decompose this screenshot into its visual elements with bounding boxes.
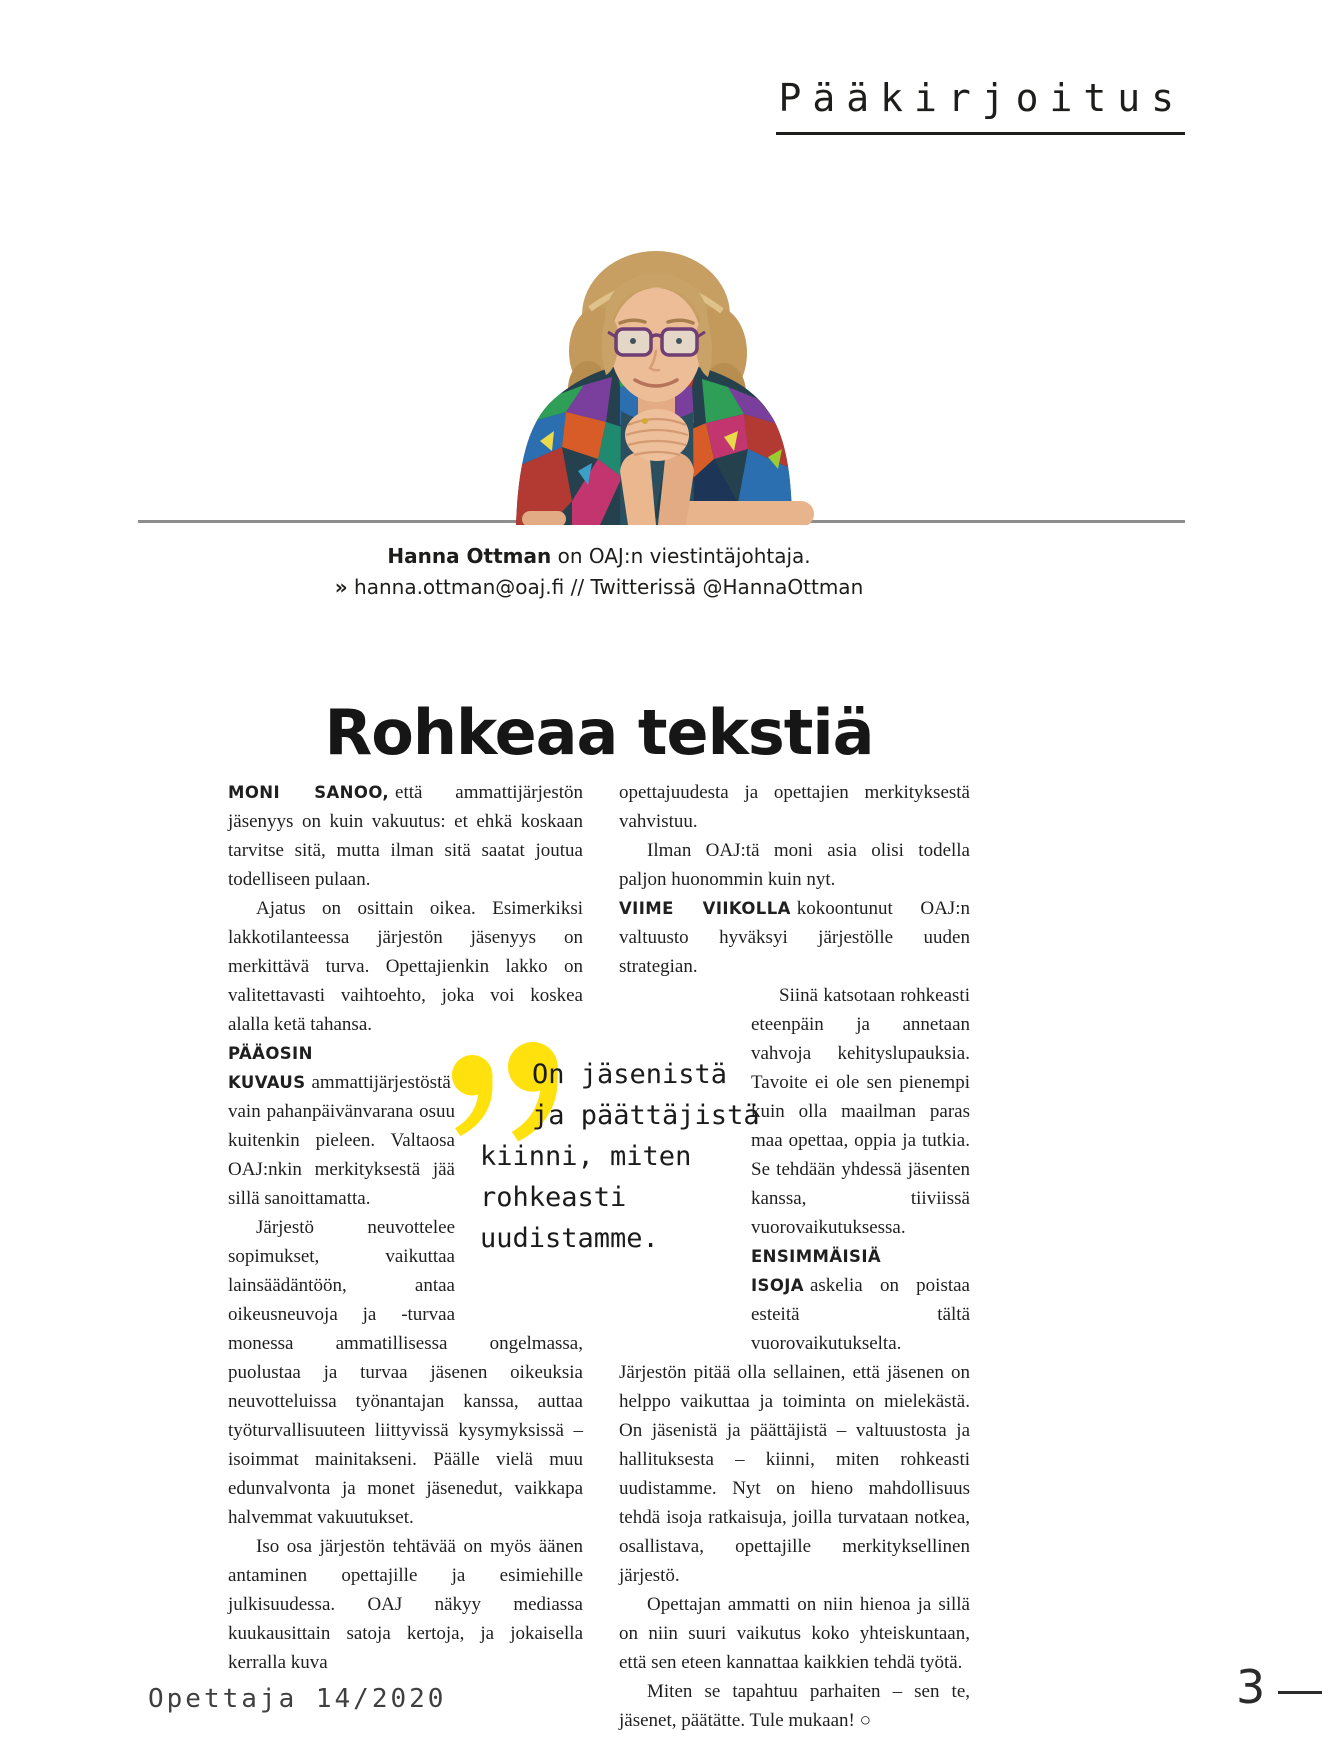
paragraph-text: Iso osa järjestön tehtävää on myös äänen antaminen opettajille ja esimiehille julkisuudessa. OAJ näkyy mediassa kuukausittain satoja kertoja, ja jokaisella kerralla kuva bbox=[228, 1536, 583, 1673]
paragraph-text: kokoontunut OAJ:n valtuusto hyväksyi järjestölle uuden strategian. bbox=[619, 898, 970, 977]
paragraph bbox=[228, 1532, 583, 1677]
article-title: Rohkeaa tekstiä bbox=[324, 695, 874, 769]
pullquote-line: On jäsenistä bbox=[532, 1059, 728, 1090]
byline-name: Hanna Ottman bbox=[387, 544, 552, 568]
paragraph bbox=[619, 1590, 970, 1677]
lead-in: MONI SANOO, bbox=[228, 783, 390, 802]
page-number-rule bbox=[1278, 1691, 1322, 1694]
lead-in: PÄÄOSIN KUVAUS bbox=[228, 1044, 313, 1092]
paragraph-text: että ammattijärjestön jäsenyys on kuin vakuutus: et ehkä koskaan tarvitse sitä, mutta ilman sitä saatat joutua todelliseen pulaan. bbox=[228, 782, 583, 890]
paragraph-text: Opettajan ammatti on niin hienoa ja sillä on niin suuri vaikutus koko yhteiskuntaan, että sen eteen kannattaa kaikkien tehdä työtä. bbox=[619, 1594, 970, 1673]
portrait-photo bbox=[470, 219, 830, 525]
paragraph-text: Järjestö neuvottelee sopimukset, vaikuttaa lainsäädäntöön, antaa oikeusneuvoja ja -turvaa monessa ammatillisessa ongelmassa, puolustaa ja turvaa jäsenen oikeuksia neuvotteluissa työnantajan kanssa, auttaa työturvallisuuteen liittyvissä kysymyksissä – isoimmat mainitakseni. Päälle vielä muu edunvalvonta ja monet jäsenedut, vaikkapa halvemmat vakuutukset. bbox=[228, 1217, 583, 1528]
byline-role: on OAJ:n viestintäjohtaja. bbox=[557, 544, 811, 568]
paragraph bbox=[619, 894, 970, 981]
pullquote-text bbox=[480, 1038, 772, 1259]
byline bbox=[228, 541, 970, 603]
paragraph-text: Ajatus on osittain oikea. Esimerkiksi lakkotilanteessa järjestön jäsenyys on merkittävä turva. Opettajienkin lakko on valitettavasti vaihtoehto, joka voi koskea alalla ketä tahansa. bbox=[228, 898, 583, 1035]
paragraph-text: Siinä katsotaan rohkeasti eteenpäin ja annetaan vahvoja kehityslupauksia. Tavoite ei ole sen pienempi kuin olla maailman paras maa opettaa, oppia ja tutkia. Se tehdään yhdessä jäsenten kanssa, tiiviissä vuorovaikutuksessa. bbox=[751, 985, 970, 1238]
pullquote-line: ja päättäjistä bbox=[532, 1100, 760, 1131]
paragraph bbox=[228, 778, 583, 894]
byline-contact-line bbox=[228, 572, 970, 603]
lead-in: VIIME VIIKOLLA bbox=[619, 899, 791, 918]
paragraph-text: askelia on poistaa esteitä tältä vuorovaikutukselta. Järjestön pitää olla sellainen, että jäsenen on helppo vaikuttaa ja toiminta on mielekästä. On jäsenistä ja päättäjistä – valtuustosta ja hallituksesta – kiinni, miten rohkeasti uudistamme. Nyt on hieno mahdollisuus tehdä isoja ratkaisuja, joilla turvataan notkea, osallistava, opettajille merkityksellinen järjestö. bbox=[619, 1275, 970, 1586]
contact-marker: » bbox=[334, 575, 348, 599]
pullquote-line: uudistamme. bbox=[480, 1223, 659, 1254]
footer-issue: Opettaja 14/2020 bbox=[148, 1684, 447, 1714]
pullquote-line: kiinni, miten bbox=[480, 1141, 692, 1172]
section-label: Pääkirjoitus bbox=[776, 76, 1185, 135]
paragraph bbox=[228, 894, 583, 1039]
paragraph-text: Miten se tapahtuu parhaiten – sen te, jäsenet, päätätte. Tule mukaan! ○ bbox=[619, 1681, 970, 1731]
contact-text: hanna.ottman@oaj.fi // Twitterissä @HannaOttman bbox=[354, 575, 864, 599]
paragraph-text: opettajuudesta ja opettajien merkityksestä vahvistuu. bbox=[619, 782, 970, 832]
byline-role-line bbox=[228, 541, 970, 572]
page-number: 3 bbox=[1236, 1660, 1266, 1714]
paragraph bbox=[619, 778, 970, 836]
paragraph-text: Ilman OAJ:tä moni asia olisi todella paljon huonommin kuin nyt. bbox=[619, 840, 970, 890]
pullquote-line: rohkeasti bbox=[480, 1182, 627, 1213]
pullquote bbox=[452, 1038, 772, 1259]
paragraph-text: ammattijärjestöstä vain pahanpäivänvarana osuu kuitenkin pieleen. Valtaosa OAJ:nkin merkityksestä jää sillä sanoittamatta. bbox=[228, 1072, 455, 1209]
lead-in: ENSIMMÄISIÄ ISOJA bbox=[751, 1247, 882, 1295]
paragraph bbox=[619, 836, 970, 894]
paragraph bbox=[619, 1677, 970, 1735]
